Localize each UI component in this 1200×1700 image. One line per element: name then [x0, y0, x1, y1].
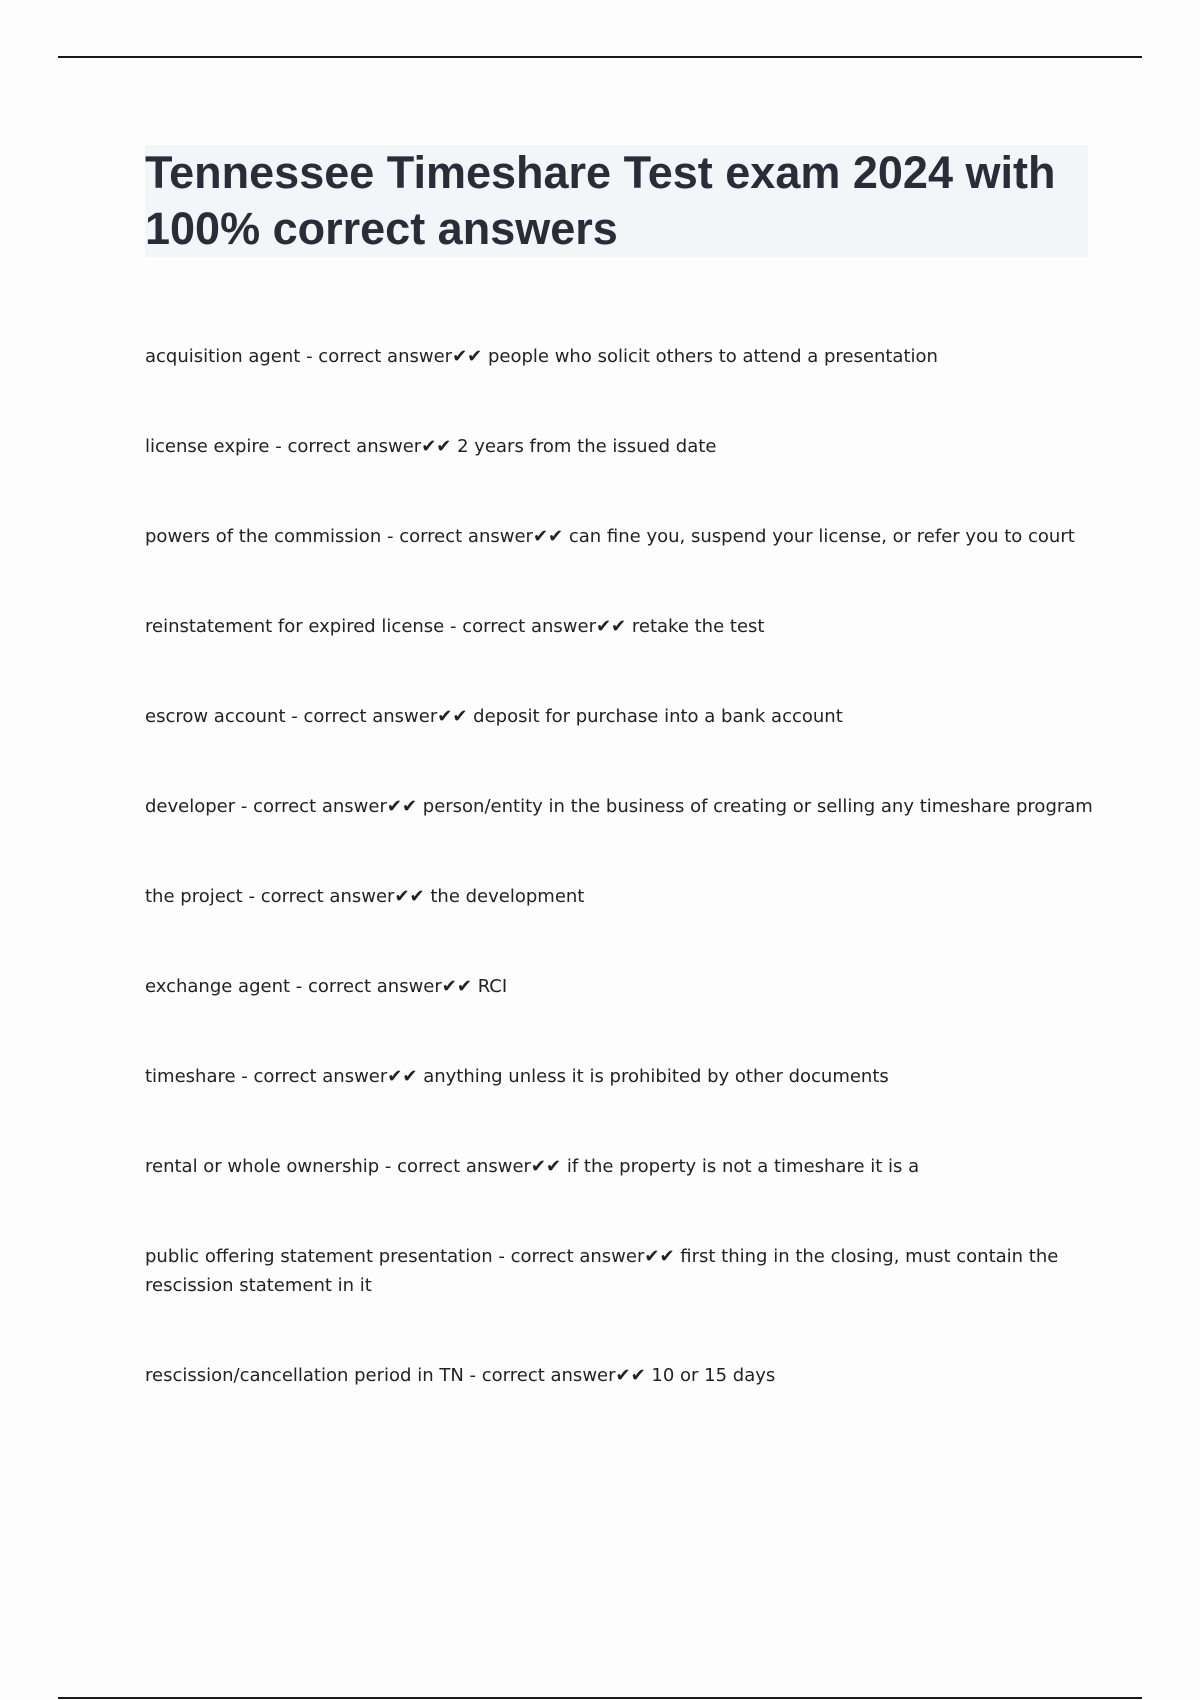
qa-answer: if the property is not a timeshare it is a: [566, 1156, 920, 1177]
double-check-icon: ✔✔: [595, 616, 627, 637]
top-rule: [58, 56, 1142, 58]
qa-answer-label: correct answer: [462, 616, 596, 637]
qa-item: [145, 1152, 1095, 1181]
qa-answer: first thing in the closing, must contain the rescission statement in it: [145, 1246, 1059, 1296]
qa-item: [145, 702, 1095, 731]
qa-term: license expire: [145, 436, 270, 457]
qa-answer-label: correct answer: [318, 346, 453, 367]
qa-term: the project: [145, 886, 243, 907]
qa-term: reinstatement for expired license: [145, 616, 445, 637]
qa-item: [145, 342, 1095, 371]
double-check-icon: ✔✔: [387, 1066, 418, 1087]
qa-answer: people who solicit others to attend a presentation: [487, 346, 938, 367]
qa-term: exchange agent: [145, 976, 291, 997]
qa-answer: can fine you, suspend your license, or refer you to court: [568, 526, 1075, 547]
qa-answer-label: correct answer: [303, 706, 438, 727]
qa-item: [145, 882, 1095, 911]
double-check-icon: ✔✔: [441, 976, 472, 997]
qa-term: escrow account: [145, 706, 286, 727]
double-check-icon: ✔✔: [421, 436, 452, 457]
qa-term: rental or whole ownership: [145, 1156, 380, 1177]
double-check-icon: ✔✔: [394, 886, 425, 907]
qa-separator: -: [235, 796, 254, 817]
qa-term: powers of the commission: [145, 526, 382, 547]
qa-term: public offering statement presentation: [145, 1246, 493, 1267]
qa-item: [145, 522, 1095, 551]
qa-separator: -: [444, 616, 463, 637]
qa-term: timeshare: [145, 1066, 236, 1087]
qa-item: [145, 612, 1095, 641]
qa-answer-label: correct answer: [399, 526, 533, 547]
qa-answer: retake the test: [631, 616, 765, 637]
qa-answer: 2 years from the issued date: [457, 436, 717, 457]
qa-answer-label: correct answer: [287, 436, 422, 457]
qa-separator: -: [269, 436, 288, 457]
qa-item: [145, 972, 1095, 1001]
double-check-icon: ✔✔: [615, 1365, 646, 1386]
double-check-icon: ✔✔: [644, 1246, 675, 1267]
double-check-icon: ✔✔: [530, 1156, 562, 1177]
double-check-icon: ✔✔: [386, 796, 418, 817]
qa-answer: anything unless it is prohibited by other documents: [423, 1066, 889, 1087]
qa-answer: person/entity in the business of creating or selling any timeshare program: [422, 796, 1093, 817]
bottom-rule: [58, 1697, 1142, 1699]
qa-item: [145, 1361, 1095, 1390]
qa-separator: -: [379, 1156, 398, 1177]
qa-list: [145, 342, 1095, 1390]
double-check-icon: ✔✔: [452, 346, 483, 367]
qa-term: rescission/cancellation period in TN: [145, 1365, 464, 1386]
qa-answer-label: correct answer: [481, 1365, 616, 1386]
qa-separator: -: [285, 706, 304, 727]
qa-answer-label: correct answer: [308, 976, 442, 997]
qa-separator: -: [492, 1246, 511, 1267]
title-banner: [145, 145, 1088, 257]
qa-answer-label: correct answer: [253, 1066, 388, 1087]
qa-item: [145, 1062, 1095, 1091]
qa-separator: -: [300, 346, 319, 367]
qa-separator: -: [235, 1066, 254, 1087]
qa-answer: 10 or 15 days: [651, 1365, 776, 1386]
qa-term: developer: [145, 796, 236, 817]
qa-separator: -: [242, 886, 261, 907]
qa-answer: RCI: [477, 976, 508, 997]
qa-answer: deposit for purchase into a bank account: [473, 706, 843, 727]
qa-answer-label: correct answer: [253, 796, 387, 817]
qa-answer-label: correct answer: [510, 1246, 645, 1267]
qa-item: [145, 1242, 1095, 1300]
double-check-icon: ✔✔: [532, 526, 564, 547]
qa-item: [145, 432, 1095, 461]
qa-term: acquisition agent: [145, 346, 301, 367]
document-title: Tennessee Timeshare Test exam 2024 with 100% correct answers: [145, 147, 1056, 254]
qa-item: [145, 792, 1095, 821]
qa-answer-label: correct answer: [260, 886, 395, 907]
double-check-icon: ✔✔: [437, 706, 468, 727]
qa-separator: -: [290, 976, 309, 997]
qa-answer: the development: [430, 886, 585, 907]
qa-separator: -: [463, 1365, 482, 1386]
qa-answer-label: correct answer: [397, 1156, 531, 1177]
qa-separator: -: [381, 526, 400, 547]
